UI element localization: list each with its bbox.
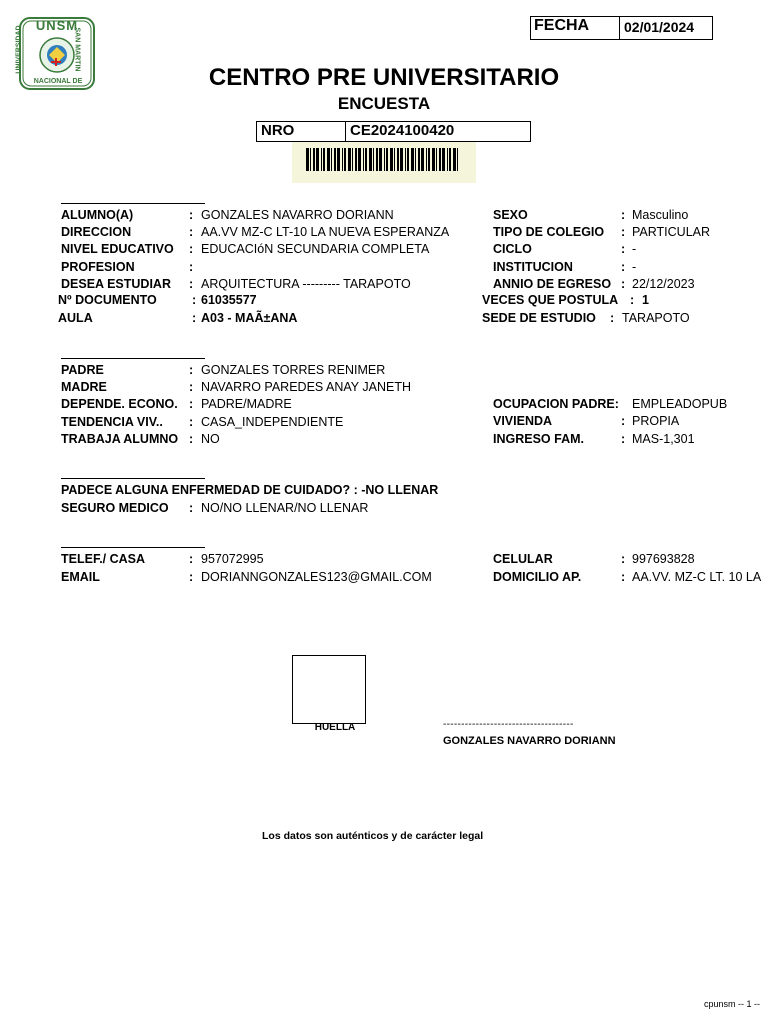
aula-colon: : bbox=[192, 311, 197, 325]
field-value-padre: GONZALES TORRES RENIMER bbox=[201, 363, 386, 377]
section-rule-student bbox=[61, 203, 205, 204]
barcode-bar bbox=[348, 148, 351, 171]
field-colon: : bbox=[189, 552, 194, 566]
barcode-bar bbox=[323, 148, 325, 171]
field-label-telef-casa: TELEF./ CASA bbox=[61, 552, 146, 566]
sede-value: TARAPOTO bbox=[622, 311, 690, 325]
field-value-sexo: Masculino bbox=[632, 208, 689, 222]
veces-label: VECES QUE POSTULA bbox=[482, 293, 619, 307]
barcode-bar bbox=[316, 148, 319, 171]
documento-colon: : bbox=[192, 293, 197, 307]
field-colon: : bbox=[621, 208, 626, 222]
barcode-bar bbox=[394, 148, 395, 171]
logo-top-text: UNSM bbox=[35, 18, 79, 33]
field-colon: : bbox=[189, 414, 194, 429]
barcode-bar bbox=[376, 148, 378, 171]
barcode-bar bbox=[369, 148, 372, 171]
sede-colon: : bbox=[610, 311, 615, 325]
field-colon: : bbox=[189, 431, 194, 446]
barcode-bar bbox=[453, 148, 456, 171]
barcode-bar bbox=[313, 148, 315, 171]
field-label-ocupacion-padre: OCUPACION PADRE: bbox=[493, 397, 619, 411]
field-colon: : bbox=[189, 276, 194, 291]
barcode-bar bbox=[342, 148, 343, 171]
field-value-email: DORIANNGONZALES123@GMAIL.COM bbox=[201, 569, 432, 584]
fecha-divider bbox=[619, 16, 620, 40]
field-colon: : bbox=[621, 414, 626, 428]
barcode-bar bbox=[355, 148, 357, 171]
barcode-bar bbox=[421, 148, 424, 171]
barcode-bar bbox=[418, 148, 420, 171]
aula-value: A03 - MAÃ±ANA bbox=[201, 311, 298, 325]
field-label-padre: PADRE bbox=[61, 363, 104, 377]
page-subtitle: ENCUESTA bbox=[337, 94, 431, 113]
barcode-bar bbox=[334, 148, 336, 171]
field-label-annio-de-egreso: ANNIO DE EGRESO bbox=[493, 276, 612, 291]
field-value-madre: NAVARRO PAREDES ANAY JANETH bbox=[201, 380, 412, 395]
barcode-bar bbox=[352, 148, 353, 171]
barcode-bar bbox=[449, 148, 451, 171]
field-label-vivienda: VIVIENDA bbox=[493, 414, 553, 428]
barcode-bar bbox=[390, 148, 393, 171]
field-colon: : bbox=[621, 432, 626, 446]
field-colon: : bbox=[621, 276, 626, 291]
seguro-value: NO/NO LLENAR/NO LLENAR bbox=[201, 501, 369, 515]
field-colon: : bbox=[189, 380, 194, 395]
field-value-ingreso-fam: MAS-1,301 bbox=[632, 432, 695, 446]
barcode-bar bbox=[337, 148, 340, 171]
field-label-alumno-a: ALUMNO(A) bbox=[61, 208, 134, 222]
field-colon: : bbox=[621, 242, 626, 257]
seguro-colon: : bbox=[189, 501, 194, 515]
section-rule-contact bbox=[61, 547, 205, 548]
barcode-bar bbox=[310, 148, 311, 171]
field-colon: : bbox=[621, 569, 626, 584]
sede-label: SEDE DE ESTUDIO bbox=[482, 311, 596, 325]
aula-label: AULA bbox=[58, 311, 93, 325]
documento-label: Nº DOCUMENTO bbox=[58, 293, 157, 307]
barcode-bar bbox=[386, 148, 388, 171]
page-title: CENTRO PRE UNIVERSITARIO bbox=[208, 64, 560, 91]
field-colon: : bbox=[189, 225, 194, 240]
field-colon: : bbox=[621, 552, 626, 566]
field-colon: : bbox=[189, 569, 194, 584]
section-rule-health bbox=[61, 478, 205, 479]
barcode-bar bbox=[428, 148, 430, 171]
field-colon: : bbox=[189, 242, 194, 257]
fecha-label: FECHA bbox=[534, 17, 590, 34]
barcode-bar bbox=[363, 148, 364, 171]
barcode-bar bbox=[331, 148, 332, 171]
barcode-bar bbox=[379, 148, 382, 171]
health-question: PADECE ALGUNA ENFERMEDAD DE CUIDADO? : -NO LLENAR bbox=[61, 483, 439, 497]
documento-value: 61035577 bbox=[201, 293, 257, 307]
barcode-bars bbox=[292, 142, 476, 183]
field-value-desea-estudiar: ARQUITECTURA --------- TARAPOTO bbox=[201, 276, 411, 291]
field-label-depende-econo: DEPENDE. ECONO. bbox=[61, 397, 178, 412]
field-value-annio-de-egreso: 22/12/2023 bbox=[632, 276, 695, 291]
barcode-bar bbox=[365, 148, 367, 171]
nro-value: CE2024100420 bbox=[350, 122, 455, 139]
page-number: cpunsm -- 1 -- bbox=[703, 999, 760, 1009]
field-value-tipo-de-colegio: PARTICULAR bbox=[632, 225, 711, 240]
barcode-bar bbox=[373, 148, 374, 171]
logo-left-text: UNIVERSIDAD bbox=[15, 25, 23, 74]
barcode-bar bbox=[327, 148, 330, 171]
field-label-madre: MADRE bbox=[61, 380, 107, 395]
field-label-nivel-educativo: NIVEL EDUCATIVO bbox=[61, 242, 174, 257]
barcode-bar bbox=[447, 148, 448, 171]
huella-label: HUELLA bbox=[314, 722, 356, 733]
seguro-label: SEGURO MEDICO bbox=[61, 501, 169, 515]
field-value-ciclo: - bbox=[632, 242, 637, 257]
field-value-trabaja-alumno: NO bbox=[201, 431, 220, 446]
field-value-nivel-educativo: EDUCACIóN SECUNDARIA COMPLETA bbox=[201, 242, 430, 257]
field-label-ciclo: CICLO bbox=[493, 242, 532, 257]
field-label-profesion: PROFESION bbox=[61, 259, 135, 274]
field-colon: : bbox=[189, 208, 194, 222]
barcode-bar bbox=[439, 148, 441, 171]
field-value-ocupacion-padre: EMPLEADOPUB bbox=[632, 397, 728, 411]
field-label-sexo: SEXO bbox=[493, 208, 528, 222]
nro-divider bbox=[345, 121, 346, 142]
barcode-bar bbox=[400, 148, 403, 171]
field-value-tendencia-viv: CASA_INDEPENDIENTE bbox=[201, 414, 344, 429]
field-value-domicilio-ap: AA.VV. MZ-C LT. 10 LA bbox=[632, 569, 762, 584]
barcode-bar bbox=[306, 148, 309, 171]
field-value-institucion: - bbox=[632, 259, 637, 274]
barcode-bar bbox=[426, 148, 427, 171]
barcode-bar bbox=[442, 148, 445, 171]
field-value-celular: 997693828 bbox=[632, 552, 695, 566]
field-label-ingreso-fam: INGRESO FAM. bbox=[493, 432, 584, 446]
signature-line: ------------------------------------ bbox=[443, 719, 574, 730]
nro-label: NRO bbox=[261, 122, 295, 139]
field-label-institucion: INSTITUCION bbox=[493, 259, 573, 274]
field-colon: : bbox=[621, 259, 626, 274]
field-colon: : bbox=[189, 363, 194, 377]
field-label-desea-estudiar: DESEA ESTUDIAR bbox=[61, 276, 171, 291]
field-label-celular: CELULAR bbox=[493, 552, 553, 566]
barcode-bar bbox=[358, 148, 361, 171]
field-label-direccion: DIRECCION bbox=[61, 225, 132, 240]
field-value-telef-casa: 957072995 bbox=[201, 552, 264, 566]
fecha-value: 02/01/2024 bbox=[624, 19, 695, 35]
section-rule-family bbox=[61, 358, 205, 359]
veces-colon: : bbox=[630, 293, 635, 307]
barcode-bar bbox=[415, 148, 416, 171]
field-label-email: EMAIL bbox=[61, 569, 100, 584]
barcode-bar bbox=[411, 148, 414, 171]
barcode-bar bbox=[344, 148, 346, 171]
huella-box bbox=[292, 655, 366, 724]
barcode-bar bbox=[321, 148, 322, 171]
barcode-bar bbox=[384, 148, 385, 171]
field-label-tipo-de-colegio: TIPO DE COLEGIO bbox=[493, 225, 605, 240]
barcode-bar bbox=[405, 148, 406, 171]
field-value-vivienda: PROPIA bbox=[632, 414, 680, 428]
barcode-bar bbox=[436, 148, 437, 171]
field-value-direccion: AA.VV MZ-C LT-10 LA NUEVA ESPERANZA bbox=[201, 225, 450, 240]
legal-note: Los datos son auténticos y de carácter legal bbox=[262, 830, 484, 842]
barcode bbox=[292, 142, 476, 183]
barcode-bar bbox=[432, 148, 435, 171]
field-label-domicilio-ap: DOMICILIO AP. bbox=[493, 569, 582, 584]
logo-bottom-text: NACIONAL DE bbox=[33, 78, 83, 85]
field-colon: : bbox=[189, 397, 194, 412]
signature-name: GONZALES NAVARRO DORIANN bbox=[443, 735, 616, 747]
field-colon: : bbox=[189, 259, 194, 274]
barcode-bar bbox=[407, 148, 409, 171]
veces-value: 1 bbox=[642, 293, 649, 307]
field-value-depende-econo: PADRE/MADRE bbox=[201, 397, 292, 412]
field-colon: : bbox=[621, 225, 626, 240]
field-value-alumno-a: GONZALES NAVARRO DORIANN bbox=[201, 208, 394, 222]
field-label-tendencia-viv: TENDENCIA VIV.. bbox=[61, 414, 163, 429]
barcode-bar bbox=[457, 148, 458, 171]
barcode-bar bbox=[397, 148, 399, 171]
logo-right-text: SAN MARTIN bbox=[73, 27, 81, 72]
field-label-trabaja-alumno: TRABAJA ALUMNO bbox=[61, 431, 179, 446]
